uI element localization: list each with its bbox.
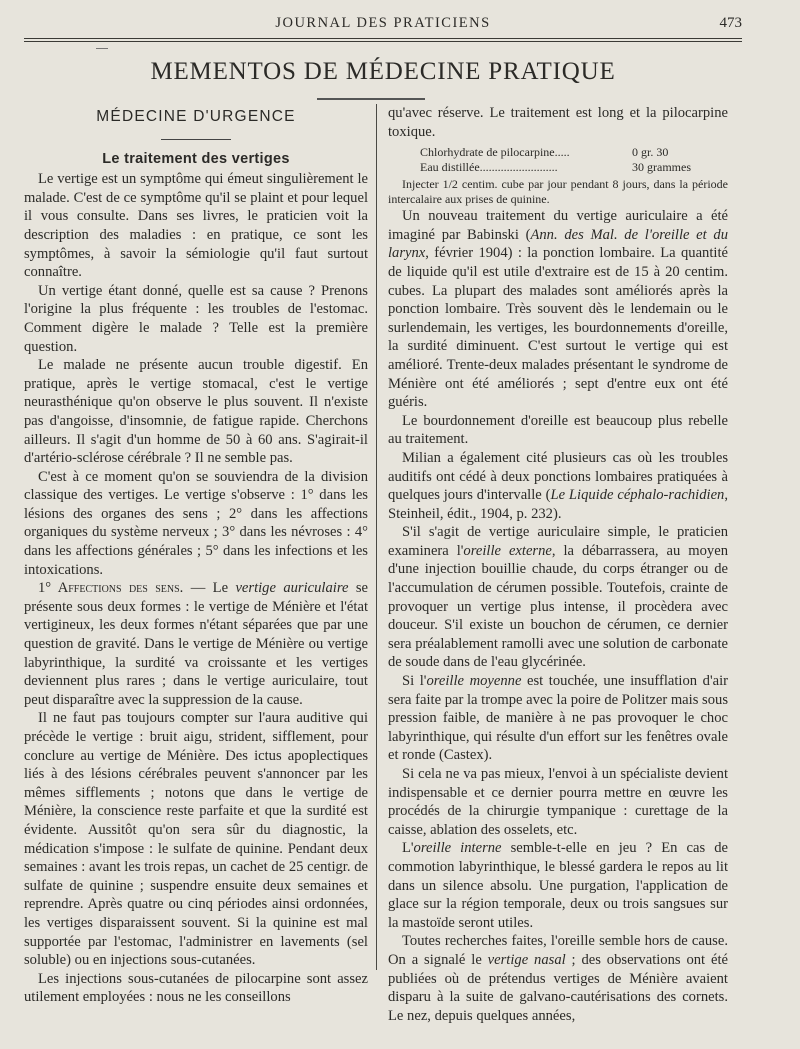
paragraph: Un nouveau traitement du vertige auriculaire a été imaginé par Babinski (Ann. des Mal. de l'oreille et du larynx, février 1904) : la ponction lombaire. La quantité de liquide qu'il est utile d'extraire est de 15 à 20 centim. cubes. La plupart des malades sont améliorés après la ponction lombaire. Très souvent dès le lendemain ou le surlendemain, les vertiges, les bourdonnements d'oreille, la surdité diminuent. C'est surtout le vertige qui est amélioré. Trente-deux malades présentant le syndrome de Ménière ont été améliorés ; sept d'entre eux ont été guéris.	[388, 208, 728, 411]
paragraph: Milian a également cité plusieurs cas où les troubles auditifs ont cédé à deux ponctions lombaires pratiquées à quelques jours d'intervalle (Le Liquide céphalo-rachidien, Steinheil, édit., 1904, p. 232).	[388, 449, 728, 522]
paragraph: Le malade ne présente aucun trouble digestif. En pratique, après le vertige stomacal, c'est le vertige neurasthénique qu'on observe le plus souvent. Il n'existe pas d'angoisse, d'insomnie, de fatigue rapide. Cherchons ailleurs. Il s'agit d'un homme de 50 à 60 ans. S'agirait-il d'artério-sclérose cérébrale ? Il ne semble pas.	[24, 357, 368, 467]
column-divider	[376, 104, 377, 970]
formula-ingredient: Eau distillée..........................	[420, 160, 558, 175]
paragraph: Si cela ne va pas mieux, l'envoi à un spécialiste devient indispensable et ce dernier pourra mettre en œuvre les procédés de la chirurgie tympanique : curettage de la caisse, ablation des osselets, etc.	[388, 766, 728, 838]
paragraph: Le vertige est un symptôme qui émeut singulièrement le malade. C'est de ce symptôme qu'il se plaint et pour lequel il vous consulte. Dans ses livres, le praticien voit la description des maladies : en pratique, ce sont les symptômes, à savoir la sémiologie qu'il faut surtout connaître.	[24, 171, 368, 281]
header-rule	[24, 38, 742, 39]
paragraph: 1° Affections des sens. — Le vertige auriculaire se présente sous deux formes : le vertige de Ménière et l'état vertigineux, les deux formes n'étant séparées que par une question de gravité. Dans le vertige de Ménière ou vertige labyrinthique, la surdité va croissante et les vertiges deviennent plus rares ; dans le vertige auriculaire, tout peut disparaître avec la suppression de la cause.	[24, 580, 368, 708]
formula-row	[388, 160, 728, 175]
section-heading: MÉDECINE D'URGENCE	[96, 108, 296, 125]
right-column	[388, 104, 728, 1025]
page-number: 473	[719, 15, 742, 31]
left-column	[24, 104, 368, 1007]
formula-row	[388, 145, 728, 160]
paragraph: C'est à ce moment qu'on se souviendra de la division classique des vertiges. Le vertige s'observe : 1° dans les lésions des organes des sens ; 2° dans les affections organiques du système nerveux ; 3° dans les névroses : 4° dans les affections générales ; 5° dans les infections et les intoxications.	[24, 468, 368, 578]
subsection-lead: 1° Affections des sens.	[38, 580, 184, 597]
formula-dose: 30 grammes	[632, 160, 691, 175]
paragraph: L'oreille interne semble-t-elle en jeu ? En cas de commotion labyrinthique, le blessé gardera le repos au lit dans un silence absolu. Une purgation, l'application de glace sur la région temporale, deux ou trois sangsues sur la mastoïde seront utiles.	[388, 840, 728, 931]
formula-ingredient: Chlorhydrate de pilocarpine.....	[420, 145, 570, 160]
formula-note: Injecter 1/2 centim. cube par jour pendant 8 jours, dans la période intercalaire aux prises de quinine.	[388, 177, 728, 207]
formula-dose: 0 gr. 30	[632, 145, 669, 160]
paragraph: Les injections sous-cutanées de pilocarpine sont assez utilement employées : nous ne les conseillons	[24, 970, 368, 1006]
paragraph: Si l'oreille moyenne est touchée, une insufflation d'air sera faite par la trompe avec la poire de Politzer mais sous pression faible, de manière à ne pas provoquer le choc labyrinthique, qui résulte d'un effort sur les fenêtres ovale et ronde (Castex).	[388, 673, 728, 764]
title-rule	[317, 98, 425, 100]
journal-title: JOURNAL DES PRATICIENS	[275, 15, 491, 31]
paragraph: qu'avec réserve. Le traitement est long et la pilocarpine toxique.	[388, 105, 728, 140]
paragraph: Il ne faut pas toujours compter sur l'aura auditive qui précède le vertige : bruit aigu, strident, sifflement, pour conclure au vertige de Ménière. Des ictus apoplectiques liés à des lésions cérébrales peuvent s'annoncer par les mêmes sifflements ; notons que dans le vertige de Ménière, la conscience reste parfaite et que la surdité est évidente. Aussitôt qu'on sera sûr du diagnostic, la médication s'impose : le sulfate de quinine. Pendant deux semaines : avant les trois repas, un cachet de 25 centigr. de sulfate de quinine ; suspendre ensuite deux semaines et reprendre. Après quatre ou cinq périodes ainsi ordonnées, les vertiges disparaissent souvent. Si la quinine est mal supportée par l'estomac, l'administrer en lavements (sel soluble) ou en injections sous-cutanées.	[24, 710, 368, 969]
paragraph: S'il s'agit de vertige auriculaire simple, le praticien examinera l'oreille externe, la débarrassera, au moyen d'une injection bouillie chaude, du corps étranger ou de l'accumulation de cérumen possible. Toutefois, crainte de provoquer un vertige plus intense, il procèdera avec douceur. S'il existe un bouchon de cérumen, ce dernier sera préalablement ramolli avec une solution de carbonate de soude dans de l'eau glycérinée.	[388, 524, 728, 671]
header-rule-double	[24, 41, 742, 42]
article-title: Le traitement des vertiges	[102, 150, 290, 167]
section-rule	[161, 139, 231, 140]
paragraph: Un vertige étant donné, quelle est sa cause ? Prenons l'origine la plus fréquente : les troubles de l'estomac. Comment digère le malade ? Telle est la première question.	[24, 282, 368, 355]
prescription-formula	[388, 145, 728, 175]
paragraph: Toutes recherches faites, l'oreille semble hors de cause. On a signalé le vertige nasal ; des observations ont été publiées où de prétendus vertiges de Ménière avaient disparu à la suite de galvano-cautérisations des cornets. Le nez, depuis quelques années,	[388, 933, 728, 1024]
running-head	[24, 13, 742, 35]
paragraph: Le bourdonnement d'oreille est beaucoup plus rebelle au traitement.	[388, 412, 728, 448]
decorative-dash	[96, 48, 108, 49]
main-title: MEMENTOS DE MÉDECINE PRATIQUE	[150, 58, 616, 85]
